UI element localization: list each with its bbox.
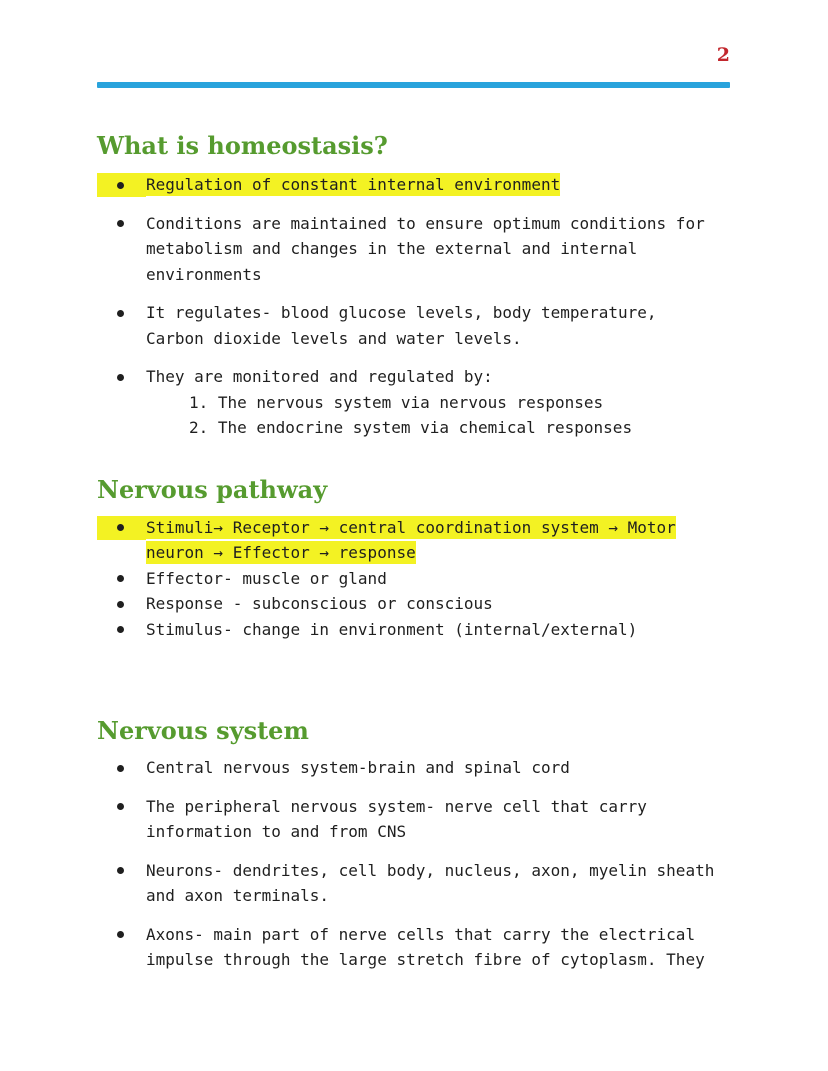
- list-item-body: [146, 591, 718, 617]
- bullet-icon: [97, 212, 146, 236]
- bullet-dot: [117, 524, 124, 531]
- list-item-text: The peripheral nervous system- nerve cell that carry information to and from CNS: [146, 796, 647, 841]
- list-item-body: [146, 364, 718, 441]
- bullet-icon: [97, 592, 146, 616]
- bullet-dot: [117, 803, 124, 810]
- bullet-dot: [117, 867, 124, 874]
- section-heading-nervous-pathway: Nervous pathway: [97, 474, 328, 504]
- list-item-body: [146, 172, 718, 198]
- bullet-icon: [97, 365, 146, 389]
- bullet-icon: [97, 859, 146, 883]
- list-item-body: [146, 515, 718, 566]
- list-item: [97, 922, 730, 973]
- list-item-body: [146, 794, 718, 845]
- bullet-dot: [117, 601, 124, 608]
- list-item: [97, 858, 730, 909]
- bullet-dot: [117, 765, 124, 772]
- list-number: 1.: [189, 392, 209, 412]
- bullet-icon: [97, 618, 146, 642]
- list-item: [97, 364, 730, 441]
- bullet-icon: [97, 301, 146, 325]
- bullet-dot: [117, 575, 124, 582]
- bullet-dot: [117, 626, 124, 633]
- list-item-text: Axons- main part of nerve cells that carry the electrical impulse through the large stretch fibre of cytoplasm. They: [146, 924, 705, 969]
- list-item-text: Conditions are maintained to ensure optimum conditions for metabolism and changes in the external and internal environments: [146, 213, 705, 284]
- bullet-list-nervous-system: [97, 755, 730, 973]
- list-item-text: Neurons- dendrites, cell body, nucleus, axon, myelin sheath and axon terminals.: [146, 860, 715, 905]
- section-heading-nervous-system: Nervous system: [97, 716, 309, 745]
- list-item-body: [146, 617, 718, 643]
- bullet-icon: [97, 173, 146, 197]
- list-item: [97, 755, 730, 781]
- bullet-icon: [97, 923, 146, 947]
- page-number: 2: [716, 44, 730, 66]
- bullet-dot: [117, 310, 124, 317]
- section-heading-what-is-homeostasis: What is homeostasis?: [97, 131, 388, 160]
- numbered-item-text: The nervous system via nervous responses: [217, 392, 604, 412]
- list-item-text: Central nervous system-brain and spinal cord: [146, 758, 570, 777]
- list-item: [97, 566, 730, 592]
- bullet-dot: [117, 182, 124, 189]
- list-item-text: Effector- muscle or gland: [146, 568, 387, 588]
- list-item-text: It regulates- blood glucose levels, body temperature, Carbon dioxide levels and water levels.: [146, 303, 657, 348]
- list-item: [97, 794, 730, 845]
- list-item-body: [146, 858, 718, 909]
- list-item-text: Stimulus- change in environment (internal/external): [146, 619, 638, 639]
- bullet-list-homeostasis: [97, 172, 730, 441]
- list-item: [97, 300, 730, 351]
- list-item: [97, 211, 730, 288]
- bullet-icon: [97, 516, 146, 540]
- page-content: [97, 0, 730, 973]
- list-item-text-highlighted: Stimuli→ Receptor → central coordination system → Motor neuron → Effector → response: [146, 517, 676, 562]
- list-item: [97, 515, 730, 566]
- list-item: [97, 617, 730, 643]
- bullet-dot: [117, 374, 124, 381]
- list-item-body: [146, 211, 718, 288]
- list-item: [97, 172, 730, 198]
- list-item-body: [146, 566, 718, 592]
- bullet-icon: [97, 795, 146, 819]
- bullet-icon: [97, 567, 146, 591]
- bullet-icon: [97, 756, 146, 780]
- bullet-list-nervous-pathway: [97, 515, 730, 643]
- list-item-text-highlighted: Regulation of constant internal environment: [146, 175, 561, 194]
- numbered-list-item: [146, 390, 718, 416]
- list-item-body: [146, 922, 718, 973]
- list-number: 2.: [189, 418, 209, 437]
- list-item: [97, 591, 730, 617]
- numbered-item-text: The endocrine system via chemical responses: [217, 418, 633, 437]
- list-item-text: Response - subconscious or conscious: [146, 594, 493, 613]
- numbered-list-item: [146, 415, 718, 441]
- bullet-dot: [117, 931, 124, 938]
- list-item-text: They are monitored and regulated by:: [146, 367, 493, 386]
- list-item-body: [146, 300, 718, 351]
- list-item-body: [146, 755, 718, 781]
- header-divider-bar: [97, 82, 730, 88]
- bullet-dot: [117, 220, 124, 227]
